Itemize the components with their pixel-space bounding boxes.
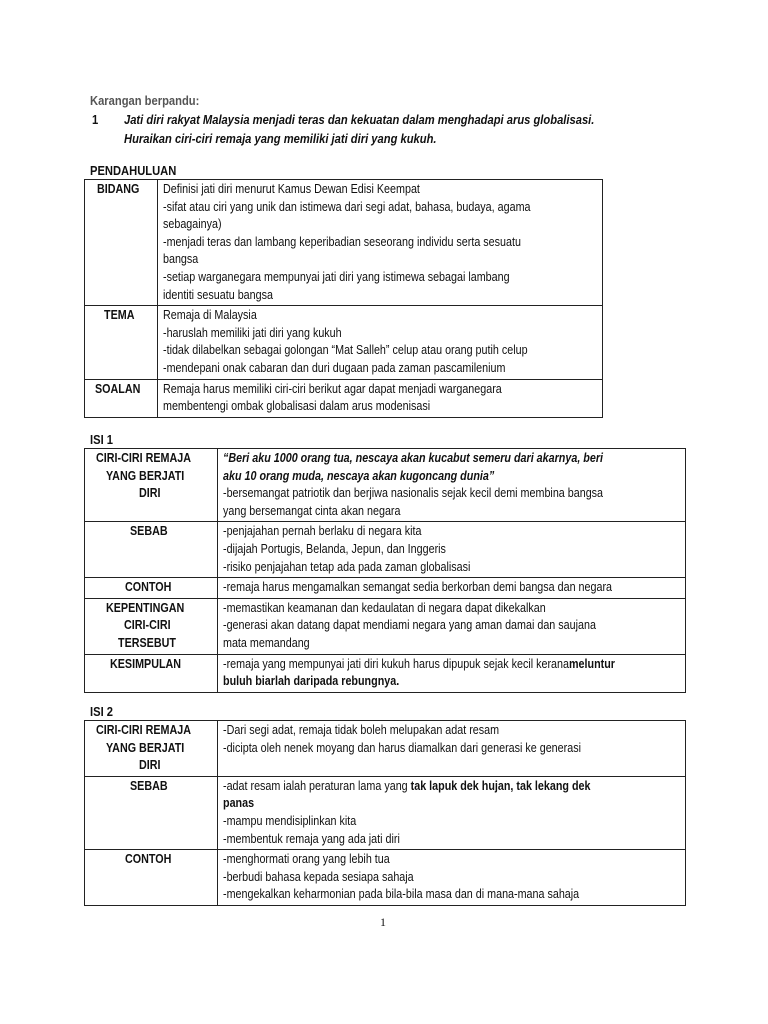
question-line-1: Jati diri rakyat Malaysia menjadi teras dan kekuatan dalam menghadapi arus globalisasi.	[124, 112, 595, 127]
table-row-bidang	[85, 180, 603, 306]
row-content-sebab-2: -adat resam ialah peraturan lama yang tak lapuk dek hujan, tak lekang dek panas -mampu mendisiplinkan kita -membentuk remaja yang ada jati diri	[218, 776, 686, 849]
row-label-kesimpulan: KESIMPULAN	[85, 654, 218, 692]
row-content-contoh: -remaja harus mengamalkan semangat sedia berkorban demi bangsa dan negara	[218, 578, 686, 599]
pendahuluan-table	[84, 179, 603, 418]
row-content-bidang: Definisi jati diri menurut Kamus Dewan Edisi Keempat -sifat atau ciri yang unik dan istimewa dari segi adat, bahasa, budaya, agama sebagainya) -menjadi teras dan lambang keperibadian seseorang individu serta sesuatu bangsa -setiap warganegara mempunyai jati diri yang istimewa sebagai lambang identiti sesuatu bangsa	[158, 180, 603, 306]
peribahasa-bold: meluntur	[568, 656, 615, 671]
table-row-contoh-2	[85, 850, 686, 906]
isi-1-table	[84, 448, 686, 693]
row-label-ciri-2: CIRI-CIRI REMAJA YANG BERJATI DIRI	[85, 721, 218, 777]
section-heading-isi-1: ISI 1	[90, 432, 114, 447]
row-content-ciri-2: -Dari segi adat, remaja tidak boleh melupakan adat resam -dicipta oleh nenek moyang dan harus diamalkan dari generasi ke generasi	[218, 721, 686, 777]
quote-line-2: aku 10 orang muda, nescaya akan kugoncang dunia”	[223, 468, 495, 483]
row-label-contoh: CONTOH	[85, 578, 218, 599]
table-row-contoh	[85, 578, 686, 599]
table-row-ciri	[85, 449, 686, 522]
row-content-kesimpulan: -remaja yang mempunyai jati diri kukuh harus dipupuk sejak kecil keranameluntur buluh biarlah daripada rebungnya.	[218, 654, 686, 692]
row-label-contoh-2: CONTOH	[85, 850, 218, 906]
question-number: 1	[92, 112, 99, 127]
table-row-tema	[85, 306, 603, 379]
section-heading-pendahuluan: PENDAHULUAN	[90, 163, 177, 178]
table-row-kepentingan	[85, 598, 686, 654]
row-content-sebab: -penjajahan pernah berlaku di negara kita -dijajah Portugis, Belanda, Jepun, dan Inggeris -risiko penjajahan tetap ada pada zaman globalisasi	[218, 522, 686, 578]
row-label-tema: TEMA	[85, 306, 158, 379]
row-label-sebab-2: SEBAB	[85, 776, 218, 849]
row-label-bidang: BIDANG	[85, 180, 158, 306]
quote-line-1: “Beri aku 1000 orang tua, nescaya akan kucabut semeru dari akarnya, beri	[223, 451, 604, 465]
row-content-tema: Remaja di Malaysia -haruslah memiliki jati diri yang kukuh -tidak dilabelkan sebagai golongan “Mat Salleh” celup atau orang putih celup -mendepani onak cabaran dan duri dugaan pada zaman pascamilenium	[158, 306, 603, 379]
section-heading-isi-2: ISI 2	[90, 704, 114, 719]
table-row-soalan	[85, 379, 603, 417]
table-row-ciri-2	[85, 721, 686, 777]
peribahasa-bold-2: tak lapuk dek hujan, tak lekang dek	[410, 778, 591, 793]
document-subtitle: Karangan berpandu:	[90, 93, 200, 108]
isi-2-table	[84, 720, 686, 906]
row-content-ciri: “Beri aku 1000 orang tua, nescaya akan kucabut semeru dari akarnya, beri aku 10 orang muda, nescaya akan kugoncang dunia” -bersemangat patriotik dan berjiwa nasionalis sejak kecil demi membina bangsa yang bersemangat cinta akan negara	[218, 449, 686, 522]
row-label-kepentingan: KEPENTINGAN CIRI-CIRI TERSEBUT	[85, 598, 218, 654]
table-row-sebab	[85, 522, 686, 578]
row-label-ciri: CIRI-CIRI REMAJA YANG BERJATI DIRI	[85, 449, 218, 522]
row-content-soalan: Remaja harus memiliki ciri-ciri berikut agar dapat menjadi warganegara membentengi ombak globalisasi dalam arus modenisasi	[158, 379, 603, 417]
table-row-sebab-2	[85, 776, 686, 849]
table-row-kesimpulan	[85, 654, 686, 692]
question-line-2: Huraikan ciri-ciri remaja yang memiliki jati diri yang kukuh.	[124, 131, 437, 146]
row-content-contoh-2: -menghormati orang yang lebih tua -berbudi bahasa kepada sesiapa sahaja -mengekalkan keharmonian pada bila-bila masa dan di mana-mana sahaja	[218, 850, 686, 906]
row-label-soalan: SOALAN	[85, 379, 158, 417]
page-number: 1	[380, 915, 386, 929]
row-content-kepentingan: -memastikan keamanan dan kedaulatan di negara dapat dikekalkan -generasi akan datang dapat mendiami negara yang aman damai dan saujana mata memandang	[218, 598, 686, 654]
row-label-sebab: SEBAB	[85, 522, 218, 578]
